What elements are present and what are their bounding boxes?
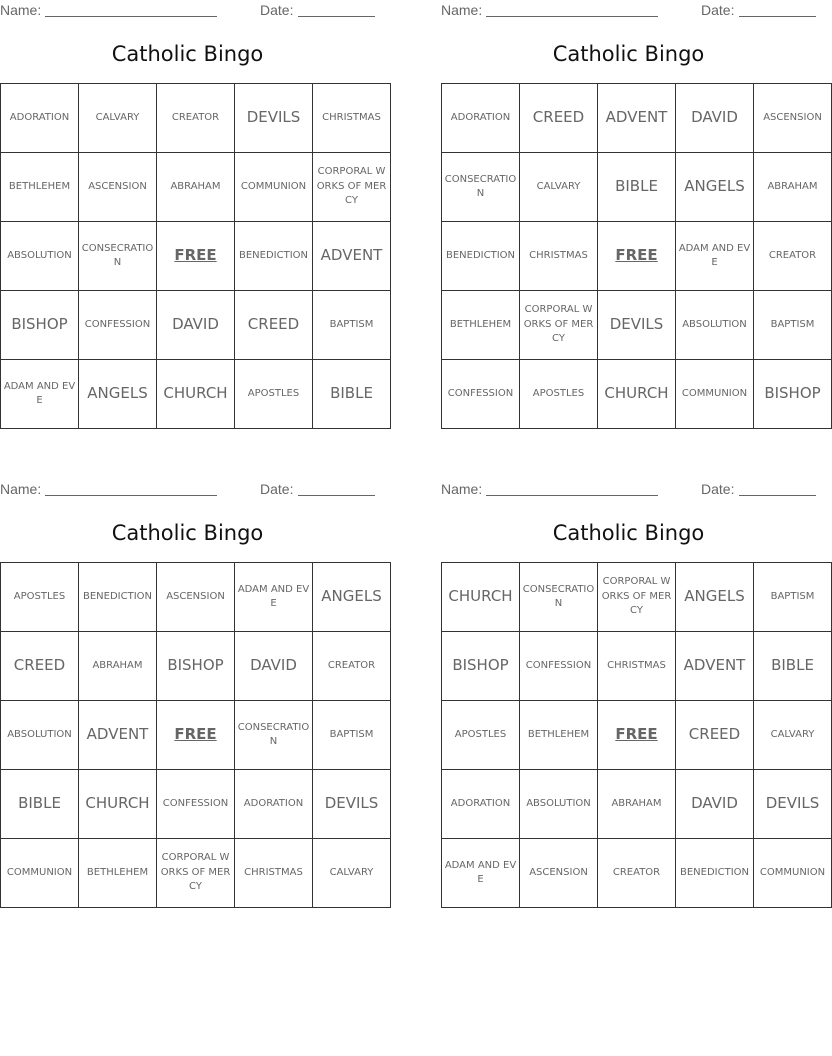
- name-label: Name:: [0, 2, 42, 18]
- bingo-cell[interactable]: CALVARY: [79, 84, 157, 153]
- bingo-cell[interactable]: ADVENT: [676, 632, 754, 701]
- bingo-cell[interactable]: BIBLE: [598, 153, 676, 222]
- bingo-cell[interactable]: ADAM AND EVE: [442, 839, 520, 908]
- bingo-cell[interactable]: ABRAHAM: [157, 153, 235, 222]
- bingo-cell[interactable]: CREATOR: [157, 84, 235, 153]
- bingo-cell[interactable]: CONFESSION: [520, 632, 598, 701]
- bingo-cell[interactable]: DEVILS: [313, 770, 391, 839]
- bingo-cell[interactable]: ASCENSION: [79, 153, 157, 222]
- date-label: Date:: [260, 2, 294, 18]
- bingo-cell[interactable]: ANGELS: [676, 563, 754, 632]
- bingo-cell[interactable]: BIBLE: [313, 360, 391, 429]
- bingo-cell[interactable]: CREED: [235, 291, 313, 360]
- bingo-cell[interactable]: BAPTISM: [754, 291, 832, 360]
- card-title: Catholic Bingo: [111, 42, 264, 66]
- grid-row: [442, 84, 832, 153]
- bingo-cell[interactable]: CHURCH: [442, 563, 520, 632]
- bingo-cell[interactable]: BETHLEHEM: [79, 839, 157, 908]
- bingo-cell[interactable]: CALVARY: [754, 701, 832, 770]
- bingo-cell[interactable]: CALVARY: [313, 839, 391, 908]
- bingo-cell[interactable]: CREATOR: [313, 632, 391, 701]
- bingo-cell[interactable]: BAPTISM: [313, 291, 391, 360]
- name-label: Name:: [0, 481, 42, 497]
- bingo-cell[interactable]: CONSECRATION: [520, 563, 598, 632]
- bingo-cell[interactable]: ASCENSION: [157, 563, 235, 632]
- grid-row: [1, 291, 391, 360]
- bingo-cell[interactable]: BENEDICTION: [442, 222, 520, 291]
- bingo-cell[interactable]: ADAM AND EVE: [676, 222, 754, 291]
- date-label: Date:: [260, 481, 294, 497]
- grid-row: [1, 770, 391, 839]
- date-line[interactable]: [739, 16, 816, 17]
- bingo-cell[interactable]: CREED: [676, 701, 754, 770]
- grid-row: [442, 222, 832, 291]
- bingo-cell[interactable]: CHRISTMAS: [598, 632, 676, 701]
- grid-row: [1, 84, 391, 153]
- date-line[interactable]: [298, 495, 375, 496]
- bingo-cell[interactable]: COMMUNION: [676, 360, 754, 429]
- bingo-cell[interactable]: CREATOR: [754, 222, 832, 291]
- bingo-cell[interactable]: CHRISTMAS: [520, 222, 598, 291]
- bingo-cell[interactable]: BENEDICTION: [676, 839, 754, 908]
- card-header: [0, 0, 375, 22]
- bingo-cell[interactable]: CORPORAL WORKS OF MERCY: [313, 153, 391, 222]
- name-line[interactable]: [45, 495, 217, 496]
- bingo-cell[interactable]: CONFESSION: [157, 770, 235, 839]
- bingo-cell[interactable]: BISHOP: [1, 291, 79, 360]
- grid-row: [442, 360, 832, 429]
- bingo-cell[interactable]: ABSOLUTION: [1, 701, 79, 770]
- bingo-cell[interactable]: COMMUNION: [1, 839, 79, 908]
- bingo-cell[interactable]: DEVILS: [598, 291, 676, 360]
- bingo-cell[interactable]: CHURCH: [598, 360, 676, 429]
- bingo-cell[interactable]: ADAM AND EVE: [1, 360, 79, 429]
- bingo-cell[interactable]: CREATOR: [598, 839, 676, 908]
- bingo-cell[interactable]: DAVID: [157, 291, 235, 360]
- card-title: Catholic Bingo: [111, 521, 264, 545]
- bingo-cell[interactable]: ADORATION: [442, 84, 520, 153]
- bingo-cell[interactable]: BETHLEHEM: [520, 701, 598, 770]
- free-space[interactable]: FREE: [157, 701, 235, 770]
- card-header: [0, 479, 375, 501]
- bingo-cell[interactable]: ABRAHAM: [754, 153, 832, 222]
- bingo-card: [441, 479, 826, 885]
- bingo-cell[interactable]: CONSECRATION: [235, 701, 313, 770]
- bingo-cell[interactable]: ADORATION: [235, 770, 313, 839]
- bingo-cell[interactable]: ADORATION: [1, 84, 79, 153]
- name-line[interactable]: [486, 16, 658, 17]
- card-header: [441, 0, 816, 22]
- grid-row: [1, 222, 391, 291]
- bingo-cell[interactable]: ANGELS: [79, 360, 157, 429]
- grid-row: [1, 839, 391, 908]
- bingo-cell[interactable]: CONFESSION: [442, 360, 520, 429]
- bingo-cell[interactable]: BIBLE: [754, 632, 832, 701]
- bingo-cell[interactable]: DEVILS: [235, 84, 313, 153]
- bingo-cell[interactable]: ANGELS: [313, 563, 391, 632]
- bingo-cell[interactable]: ANGELS: [676, 153, 754, 222]
- bingo-cell[interactable]: CHRISTMAS: [313, 84, 391, 153]
- bingo-cell[interactable]: APOSTLES: [520, 360, 598, 429]
- bingo-cell[interactable]: APOSTLES: [442, 701, 520, 770]
- grid-row: [1, 360, 391, 429]
- bingo-grid: [0, 562, 391, 908]
- bingo-cell[interactable]: ABRAHAM: [79, 632, 157, 701]
- bingo-cell[interactable]: ABRAHAM: [598, 770, 676, 839]
- name-line[interactable]: [45, 16, 217, 17]
- bingo-cell[interactable]: BISHOP: [157, 632, 235, 701]
- grid-row: [442, 701, 832, 770]
- bingo-cell[interactable]: CREED: [520, 84, 598, 153]
- grid-row: [442, 291, 832, 360]
- bingo-cell[interactable]: ASCENSION: [520, 839, 598, 908]
- bingo-cell[interactable]: APOSTLES: [235, 360, 313, 429]
- bingo-grid: [441, 83, 832, 429]
- bingo-cell[interactable]: DAVID: [235, 632, 313, 701]
- bingo-cell[interactable]: ABSOLUTION: [676, 291, 754, 360]
- bingo-grid: [441, 562, 832, 908]
- free-space[interactable]: FREE: [157, 222, 235, 291]
- grid-row: [442, 632, 832, 701]
- bingo-cell[interactable]: COMMUNION: [754, 839, 832, 908]
- bingo-cell[interactable]: CORPORAL WORKS OF MERCY: [157, 839, 235, 908]
- grid-row: [442, 563, 832, 632]
- bingo-cell[interactable]: ADORATION: [442, 770, 520, 839]
- bingo-cell[interactable]: ADVENT: [598, 84, 676, 153]
- date-label: Date:: [701, 2, 735, 18]
- free-space[interactable]: FREE: [598, 222, 676, 291]
- bingo-cell[interactable]: CHURCH: [79, 770, 157, 839]
- card-header: [441, 479, 816, 501]
- card-title: Catholic Bingo: [552, 42, 705, 66]
- bingo-cell[interactable]: ADVENT: [313, 222, 391, 291]
- bingo-cell[interactable]: APOSTLES: [1, 563, 79, 632]
- bingo-cell[interactable]: BISHOP: [442, 632, 520, 701]
- bingo-cell[interactable]: DEVILS: [754, 770, 832, 839]
- bingo-cell[interactable]: ABSOLUTION: [1, 222, 79, 291]
- name-line[interactable]: [486, 495, 658, 496]
- bingo-cell[interactable]: BENEDICTION: [79, 563, 157, 632]
- bingo-cell[interactable]: ASCENSION: [754, 84, 832, 153]
- grid-row: [1, 563, 391, 632]
- bingo-cell[interactable]: CONSECRATION: [79, 222, 157, 291]
- bingo-cell[interactable]: BAPTISM: [313, 701, 391, 770]
- bingo-cell[interactable]: BAPTISM: [754, 563, 832, 632]
- bingo-cell[interactable]: COMMUNION: [235, 153, 313, 222]
- bingo-cell[interactable]: CHURCH: [157, 360, 235, 429]
- bingo-cell[interactable]: ADVENT: [79, 701, 157, 770]
- bingo-cell[interactable]: DAVID: [676, 770, 754, 839]
- card-title: Catholic Bingo: [552, 521, 705, 545]
- bingo-cell[interactable]: BENEDICTION: [235, 222, 313, 291]
- grid-row: [442, 153, 832, 222]
- bingo-cell[interactable]: ABSOLUTION: [520, 770, 598, 839]
- name-label: Name:: [441, 2, 483, 18]
- bingo-card: [0, 479, 382, 893]
- bingo-card: [441, 0, 822, 403]
- bingo-cell[interactable]: CORPORAL WORKS OF MERCY: [598, 563, 676, 632]
- bingo-cell[interactable]: CONFESSION: [79, 291, 157, 360]
- name-label: Name:: [441, 481, 483, 497]
- bingo-cell[interactable]: CHRISTMAS: [235, 839, 313, 908]
- grid-row: [1, 632, 391, 701]
- date-line[interactable]: [298, 16, 375, 17]
- date-line[interactable]: [739, 495, 816, 496]
- free-space[interactable]: FREE: [598, 701, 676, 770]
- bingo-cell[interactable]: BISHOP: [754, 360, 832, 429]
- bingo-card: [0, 0, 387, 406]
- grid-row: [442, 770, 832, 839]
- grid-row: [1, 701, 391, 770]
- grid-row: [442, 839, 832, 908]
- bingo-cell[interactable]: ADAM AND EVE: [235, 563, 313, 632]
- bingo-grid: [0, 83, 391, 429]
- bingo-cell[interactable]: CALVARY: [520, 153, 598, 222]
- bingo-cell[interactable]: CREED: [1, 632, 79, 701]
- date-label: Date:: [701, 481, 735, 497]
- bingo-cell[interactable]: BETHLEHEM: [442, 291, 520, 360]
- bingo-cell[interactable]: DAVID: [676, 84, 754, 153]
- bingo-cell[interactable]: BETHLEHEM: [1, 153, 79, 222]
- bingo-cell[interactable]: CONSECRATION: [442, 153, 520, 222]
- bingo-cell[interactable]: CORPORAL WORKS OF MERCY: [520, 291, 598, 360]
- bingo-cell[interactable]: BIBLE: [1, 770, 79, 839]
- grid-row: [1, 153, 391, 222]
